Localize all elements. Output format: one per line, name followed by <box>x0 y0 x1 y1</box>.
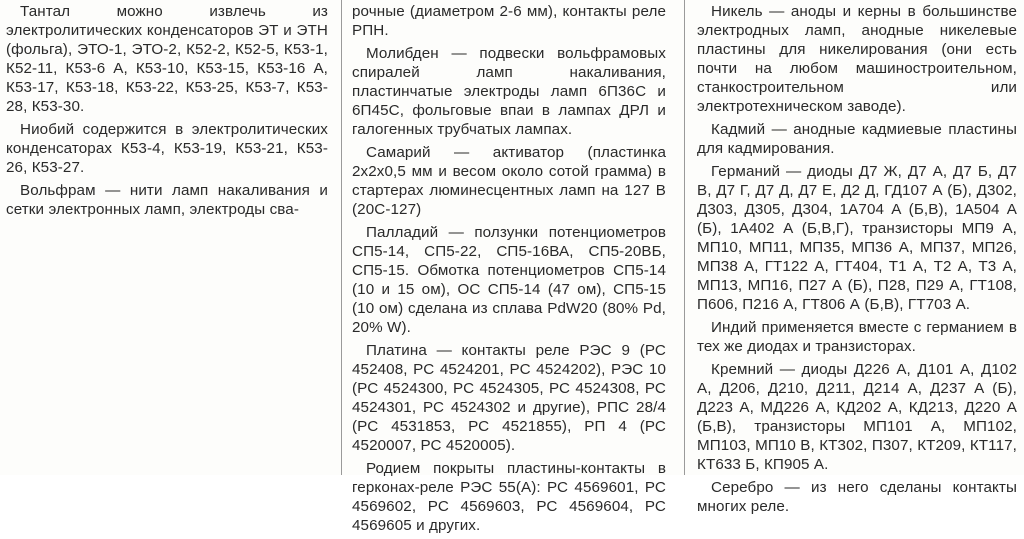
paragraph-cadmium: Кадмий — анодные кадмиевые пластины для кадмирования. <box>697 121 1017 157</box>
paragraph-germanium: Германий — диоды Д7 Ж, Д7 А, Д7 Б, Д7 В, Д7 Г, Д7 Д, Д7 Е, Д2 Д, ГД107 А (Б), Д302, Д303, Д305, Д304, 1А704 А (Б,В), 1А504 А (Б), 1А402 А (Б,В,Г), транзисторы МП9 А, МП10, МП11, МП35, МП36 А, МП37, МП26, МП38 А, ГТ122 А, ГТ404, Т1 А, Т2 А, Т3 А, МП13, МП16, П27 А (Б), П28, П29 А, ГТ108, П606, П216 А, ГТ806 А (Б,В), ГТ703 А. <box>697 163 1017 313</box>
paragraph-silicon: Кремний — диоды Д226 А, Д101 А, Д102 А, Д206, Д210, Д211, Д214 А, Д237 А (Б), Д223 А, МД226 А, КД202 А, КД213, Д220 А (Б,В), транзисторы МП101 А, МП102, МП103, МП10 В, КТ302, П307, КТ209, КТ117, КТ633 Б, КП905 А. <box>697 361 1017 473</box>
paragraph-platinum: Платина — контакты реле РЭС 9 (РС 452408, РС 4524201, РС 4524202), РЭС 10 (РС 4524300, РС 4524305, РС 4524308, РС 4524301, РС 4524302 и другие), РПС 28/4 (РС 4531853, РС 4521855), РП 4 (РС 4520007, РС 4520005). <box>352 342 666 454</box>
text-column-2 <box>352 2 666 539</box>
paragraph-nickel: Никель — аноды и керны в большинстве электродных ламп, анодные никелевые пластины для никелирования (они есть почти на любом машиностроительном, станкостроительном или электротехническом заводе). <box>697 3 1017 115</box>
column-divider-2 <box>684 0 685 475</box>
paragraph-tantalum: Тантал можно извлечь из электролитических конденсаторов ЭТ и ЭТН (фольга), ЭТО-1, ЭТО-2, К52-2, К52-5, К53-1, К52-11, К53-6 А, К53-10, К53-15, К53-16 А, К53-17, К53-18, К53-22, К53-25, К53-7, К53-28, К53-30. <box>6 3 328 115</box>
paragraph-indium: Индий применяется вместе с германием в тех же диодах и транзисторах. <box>697 319 1017 355</box>
paragraph-tungsten: Вольфрам — нити ламп накаливания и сетки электронных ламп, электроды сва- <box>6 182 328 218</box>
paragraph-palladium: Палладий — ползунки потенциометров СП5-14, СП5-22, СП5-16ВА, СП5-20ВБ, СП5-15. Обмотка потенциометров СП5-14 (10 и 15 ом), ОС СП5-14 (47 ом), СП5-15 (10 ом) сделана из сплава PdW20 (80% Pd, 20% W). <box>352 224 666 336</box>
paragraph-samarium: Самарий — активатор (пластинка 2x2x0,5 мм и весом около сотой грамма) в стартерах люминесцентных ламп на 127 В (20С-127) <box>352 144 666 218</box>
paragraph-molybdenum: Молибден — подвески вольфрамовых спиралей ламп накаливания, пластинчатые электроды ламп 6П36С и 6П45С, фольговые впаи в лампах ДРЛ и галогенных трубчатых лампах. <box>352 45 666 138</box>
text-column-1 <box>6 2 328 223</box>
text-column-3 <box>697 2 1017 520</box>
paragraph-rhodium: Родием покрыты пластины-контакты в герконах-реле РЭС 55(А): РС 4569601, РС 4569602, РС 4569603, РС 4569604, РС 4569605 и других. <box>352 460 666 534</box>
paragraph-niobium: Ниобий содержится в электролитических конденсаторах К53-4, К53-19, К53-21, К53-26, К53-27. <box>6 121 328 176</box>
paragraph-tungsten-continuation: рочные (диаметром 2-6 мм), контакты реле РПН. <box>352 3 666 39</box>
column-divider-1 <box>341 0 342 475</box>
paragraph-silver: Серебро — из него сделаны контакты многих реле. <box>697 479 1017 515</box>
